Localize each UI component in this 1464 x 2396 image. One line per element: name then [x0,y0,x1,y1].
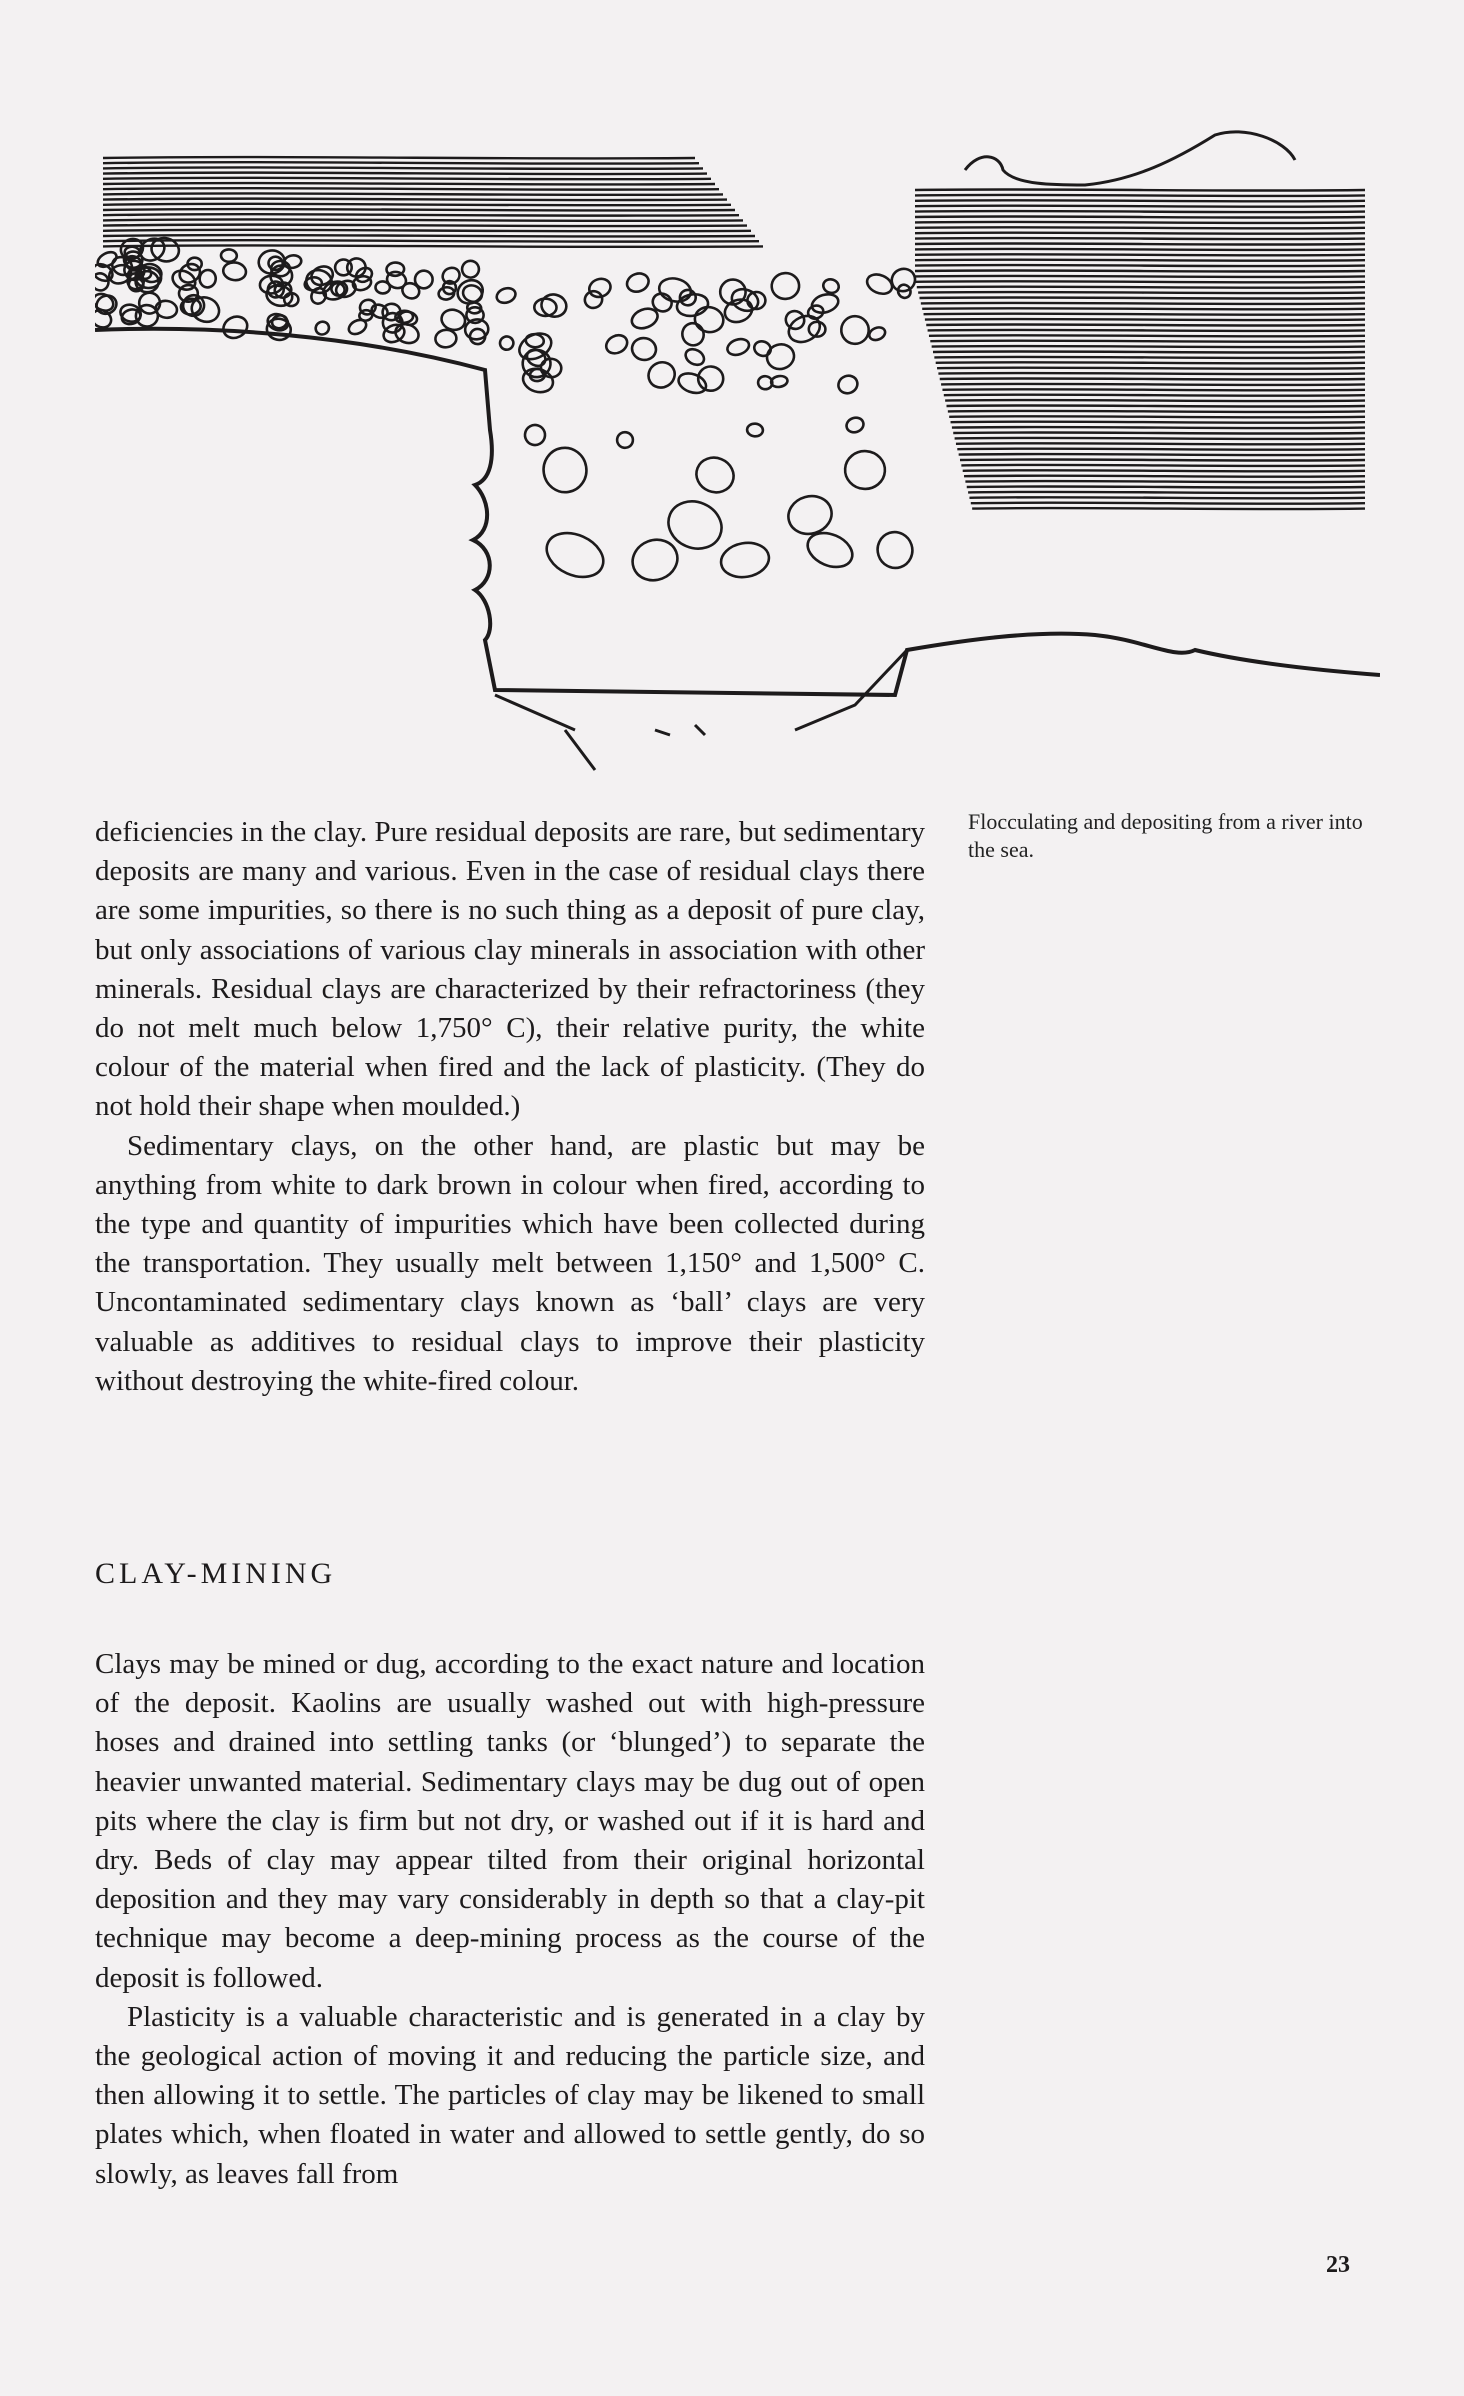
seabed-lower-outline [495,650,907,770]
figure-caption: Flocculating and depositing from a river into the sea. [968,809,1363,862]
page-number: 23 [1326,2252,1350,2278]
body-text-bottom [95,1645,925,2194]
body-text-top [95,813,925,1401]
paragraph-sedimentary-clays: Sedimentary clays, on the other hand, are plastic but may be anything from white to dark brown in colour when fired, according to the type and quantity of impurities which have been collected during the transportation. They usually melt between 1,150° and 1,500° C. Uncontaminated sedimentary clays known as ‘ball’ clays are very valuable as additives to residual clays to improve their plasticity without destroying the white-fired colour. [95,1129,925,1397]
section-heading: CLAY-MINING [95,1557,337,1590]
sedimentation-illustration [95,130,1380,810]
wave-crest [965,132,1295,185]
pebbles [95,234,919,586]
paragraph-residual-clays: deficiencies in the clay. Pure residual deposits are rare, but sedimentary deposits are many and various. Even in the case of residual clays there are some impurities, so there is no such thing as a deposit of pure clay, but only associations of various clay minerals in association with other minerals. Residual clays are characterized by their refractoriness (they do not melt much below 1,750° C), their relative purity, the white colour of the material when fired and the lack of plasticity. (They do not hold their shape when moulded.) [95,816,925,1123]
paragraph-plasticity: Plasticity is a valuable characteristic and is generated in a clay by the geological action of moving it and reducing the particle size, and then allowing it to settle. The particles of clay may be likened to small plates which, when floated in water and allowed to settle gently, do so slowly, as leaves fall from [95,2000,925,2190]
paragraph-mining: Clays may be mined or dug, according to the exact nature and location of the deposit. Kaolins are usually washed out with high-pressure hoses and drained into settling tanks (or ‘blunged’) to separate the heavier unwanted material. Sedimentary clays may be dug out of open pits where the clay is firm but not dry, or washed out if it is hard and dry. Beds of clay may appear tilted from their original horizontal deposition and they may vary considerably in depth so that a clay-pit technique may become a deep-mining process as the course of the deposit is followed. [95,1648,925,1994]
water-lines [103,157,1365,509]
